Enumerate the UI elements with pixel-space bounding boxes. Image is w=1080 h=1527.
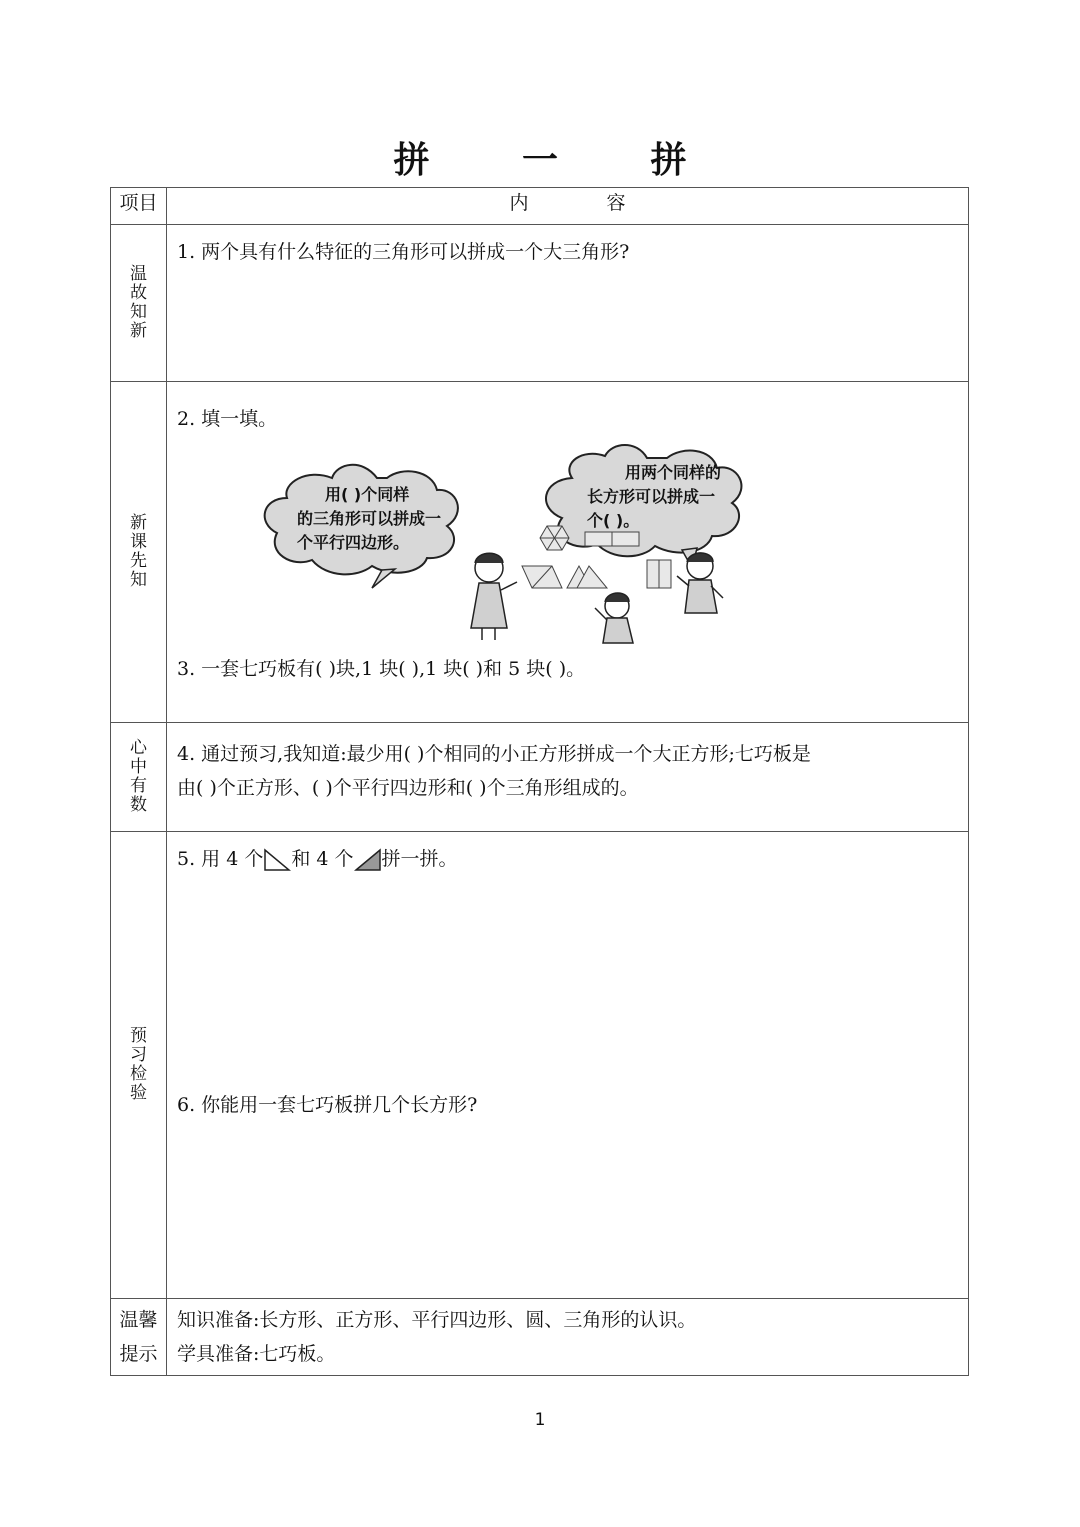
bubble-left-line-3: 个平行四边形。 (297, 533, 410, 552)
girl-figure (471, 553, 517, 640)
page-title: 拼 一 拼 (393, 140, 727, 181)
speech-bubble-right (546, 445, 741, 568)
illustration (177, 438, 958, 648)
white-triangle-icon (263, 848, 291, 872)
boy-figure-right (677, 553, 723, 613)
table-row (111, 832, 969, 1299)
tip-2: 学具准备:七巧板。 (177, 1343, 336, 1365)
row-label-tips: 温馨提示 (119, 1309, 158, 1365)
parallelogram-shape (522, 566, 562, 588)
question-4-line-1: 4. 通过预习,我知道:最少用( )个相同的小正方形拼成一个大正方形;七巧板是 (177, 743, 811, 765)
table-header-row (111, 188, 969, 225)
boy-figure-center (595, 593, 633, 643)
table-row (111, 1299, 969, 1376)
bubble-left-line-2: 的三角形可以拼成一 (297, 509, 442, 528)
speech-bubble-left (265, 465, 458, 588)
question-1: 1. 两个具有什么特征的三角形可以拼成一个大三角形? (177, 241, 630, 263)
question-4-line-2: 由( )个正方形、( )个平行四边形和( )个三角形组成的。 (177, 777, 639, 799)
table-row (111, 723, 969, 832)
gray-triangle-icon (354, 848, 382, 872)
question-5 (177, 842, 958, 876)
table-row (111, 382, 969, 723)
header-content: 内 容 (167, 188, 969, 225)
page-number: 1 (534, 1410, 546, 1430)
bubble-right-line-2: 长方形可以拼成一 (587, 487, 716, 506)
triangle-shape (567, 566, 607, 588)
bubble-right-line-3: 个( )。 (587, 511, 640, 530)
hexagon-shape (540, 526, 569, 550)
rectangle-pair-vertical-shape (647, 560, 671, 588)
question-2: 2. 填一填。 (177, 408, 278, 430)
bubble-left-line-1: 用( )个同样 (325, 485, 410, 504)
header-item: 项目 (111, 188, 167, 225)
question-5-part-c: 拼一拼。 (381, 848, 458, 870)
bubble-right-line-1: 用两个同样的 (625, 463, 722, 482)
row-label-review: 温故知新 (130, 264, 147, 341)
table-row (111, 225, 969, 382)
row-label-check: 预习检验 (130, 1026, 147, 1103)
worksheet-table (110, 187, 969, 1376)
question-6: 6. 你能用一套七巧板拼几个长方形? (177, 1094, 478, 1116)
tip-1: 知识准备:长方形、正方形、平行四边形、圆、三角形的认识。 (177, 1309, 697, 1331)
rectangle-pair-shape (585, 532, 639, 546)
question-3: 3. 一套七巧板有( )块,1 块( ),1 块( )和 5 块( )。 (177, 658, 586, 680)
row-label-preview: 心中有数 (130, 738, 147, 815)
illustration-svg (177, 438, 957, 648)
row-label-new-lesson: 新课先知 (130, 513, 147, 590)
question-5-part-a: 5. 用 4 个 (177, 848, 264, 870)
question-5-part-b: 和 4 个 (291, 848, 354, 870)
